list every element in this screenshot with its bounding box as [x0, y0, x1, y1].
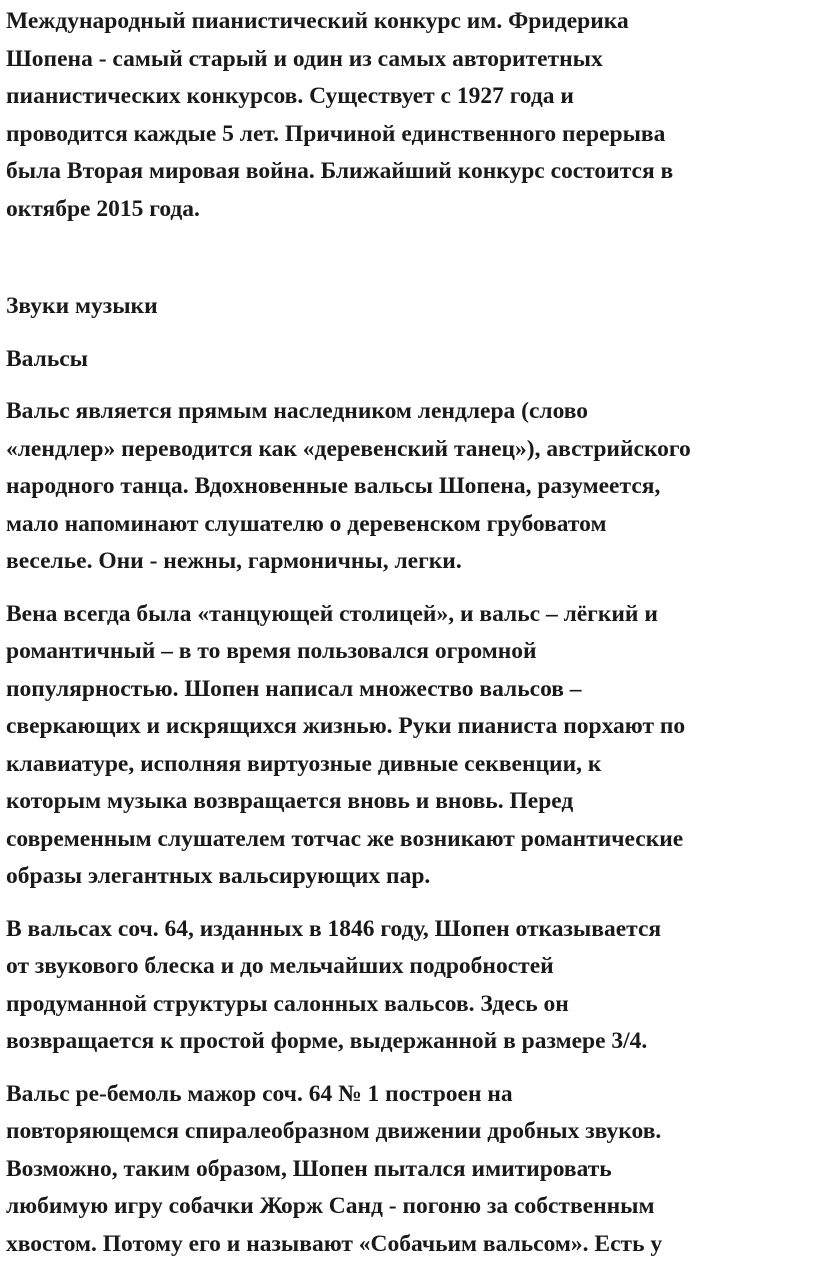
paragraph-intro: [6, 3, 812, 228]
text-line: от звукового блеска и до мельчайших подробностей: [6, 953, 554, 979]
heading-sounds-of-music: [6, 288, 812, 326]
paragraph-op64: [6, 911, 812, 1061]
text-line: любимую игру собачки Жорж Санд - погоню за собственным: [6, 1193, 655, 1219]
paragraph-gap: [6, 378, 812, 393]
text-line: Шопена - самый старый и один из самых авторитетных: [6, 45, 603, 72]
text-line: веселье. Они - нежны, гармоничны, легки.: [6, 548, 462, 574]
section-heading: Вальсы: [6, 345, 89, 372]
text-line: популярностью. Шопен написал множество вальсов –: [6, 675, 582, 702]
text-line: которым музыка возвращается вновь и вновь. Перед: [6, 788, 574, 814]
text-line: Вальс ре-бемоль мажор соч. 64 № 1 построен на: [6, 1080, 513, 1107]
section-heading: Звуки музыки: [6, 293, 158, 319]
text-line: В вальсах соч. 64, изданных в 1846 году, Шопен отказывается: [6, 915, 662, 942]
paragraph-vienna: [6, 596, 812, 896]
paragraph-waltz-origin: [6, 393, 812, 581]
text-line: клавиатуре, исполняя виртуозные дивные секвенции, к: [6, 750, 602, 777]
paragraph-op64-no1: [6, 1076, 812, 1264]
text-line: хвостом. Потому его и называют «Собачьим вальсом». Есть у: [6, 1230, 663, 1257]
text-line: современным слушателем тотчас же возникают романтические: [6, 825, 684, 852]
text-line: романтичный – в то время пользовался огромной: [6, 638, 537, 664]
text-line: пианистических конкурсов. Существует с 1927 года и: [6, 83, 574, 109]
text-line: образы элегантных вальсирующих пар.: [6, 863, 431, 889]
text-line: «лендлер» переводится как «деревенский танец»), австрийского: [6, 435, 691, 462]
text-line: была Вторая мировая война. Ближайший конкурс состоится в: [6, 158, 674, 184]
paragraph-gap: [6, 896, 812, 911]
text-line: мало напоминают слушателю о деревенском грубоватом: [6, 510, 607, 537]
text-line: Международный пианистический конкурс им. Фридерика: [6, 8, 629, 34]
text-line: сверкающих и искрящихся жизнью. Руки пианиста порхают по: [6, 713, 686, 739]
paragraph-gap: [6, 326, 812, 341]
text-line: народного танца. Вдохновенные вальсы Шопена, разумеется,: [6, 473, 661, 499]
text-line: Возможно, таким образом, Шопен пытался имитировать: [6, 1155, 612, 1182]
text-line: возвращается к простой форме, выдержанной в размере 3/4.: [6, 1028, 648, 1054]
text-line: Вена всегда была «танцующей столицей», и вальс – лёгкий и: [6, 600, 658, 627]
text-line: повторяющемся спиралеобразном движении дробных звуков.: [6, 1118, 662, 1144]
heading-waltzes: [6, 341, 812, 379]
paragraph-gap: [6, 581, 812, 596]
blank-space: [6, 228, 812, 288]
document-page: [6, 3, 812, 1263]
paragraph-gap: [6, 1061, 812, 1076]
text-line: октябре 2015 года.: [6, 195, 200, 222]
text-line: проводится каждые 5 лет. Причиной единственного перерыва: [6, 120, 666, 147]
text-line: продуманной структуры салонных вальсов. Здесь он: [6, 990, 569, 1017]
text-line: Вальс является прямым наследником лендлера (слово: [6, 398, 589, 424]
